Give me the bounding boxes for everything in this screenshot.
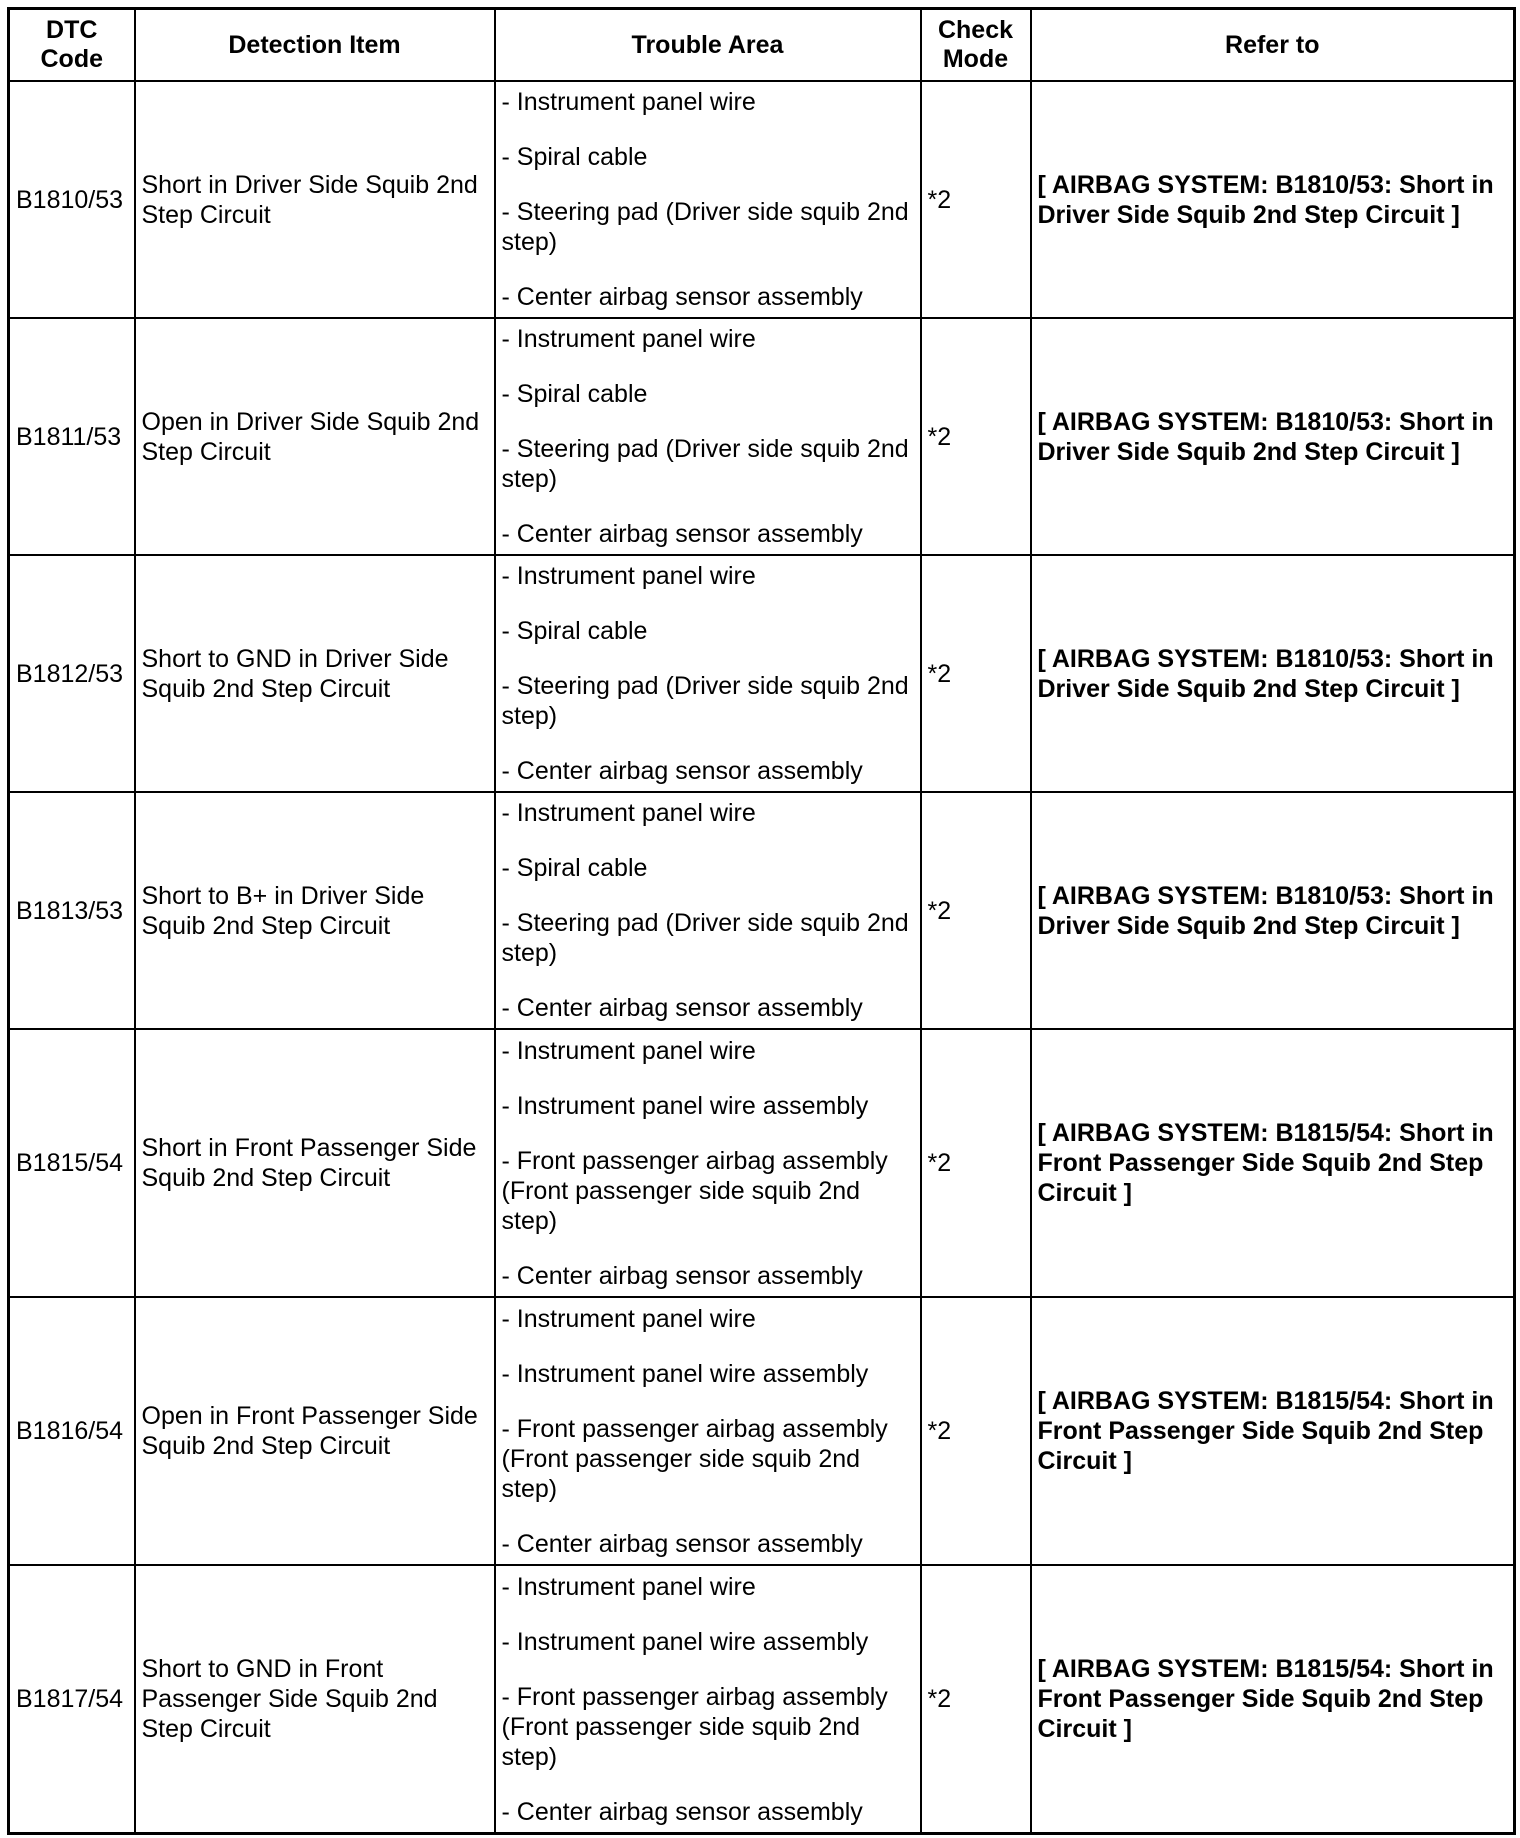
header-dtc-code: DTC Code: [9, 9, 135, 82]
trouble-area-item: - Instrument panel wire: [501, 562, 756, 590]
dtc-code-cell: B1816/54: [9, 1297, 135, 1565]
detection-item-cell: Open in Front Passenger Side Squib 2nd Step Circuit: [135, 1297, 495, 1565]
table-row: [9, 318, 1515, 555]
trouble-area-item: - Instrument panel wire: [501, 1304, 756, 1333]
trouble-area-item: - Front passenger airbag assembly (Front passenger side squib 2nd step): [501, 1146, 888, 1235]
trouble-area-item: - Center airbag sensor assembly: [501, 520, 863, 548]
table-row: [9, 792, 1515, 1029]
detection-item-cell: Short in Front Passenger Side Squib 2nd Step Circuit: [135, 1029, 495, 1297]
trouble-area-cell: [495, 792, 921, 1029]
dtc-code-cell: B1817/54: [9, 1565, 135, 1834]
trouble-area-item: - Instrument panel wire: [501, 799, 756, 827]
trouble-area-item: - Center airbag sensor assembly: [501, 757, 863, 785]
trouble-area-item: - Front passenger airbag assembly (Front passenger side squib 2nd step): [501, 1682, 888, 1771]
trouble-area-item: - Center airbag sensor assembly: [501, 283, 863, 311]
dtc-code-cell: B1811/53: [9, 318, 135, 555]
trouble-area-item: - Steering pad (Driver side squib 2nd step): [501, 198, 909, 256]
trouble-area-cell: [495, 1029, 921, 1297]
trouble-area-item: - Center airbag sensor assembly: [501, 1797, 863, 1826]
trouble-area-item: - Spiral cable: [501, 143, 648, 171]
check-mode-cell: *2: [921, 81, 1031, 318]
trouble-area-item: - Instrument panel wire: [501, 88, 756, 116]
trouble-area-cell: [495, 81, 921, 318]
trouble-area-item: - Instrument panel wire assembly: [501, 1359, 869, 1388]
check-mode-cell: *2: [921, 1297, 1031, 1565]
detection-item-cell: Open in Driver Side Squib 2nd Step Circuit: [135, 318, 495, 555]
refer-to-link[interactable]: [ AIRBAG SYSTEM: B1810/53: Short in Driver Side Squib 2nd Step Circuit ]: [1031, 81, 1515, 318]
table-row: [9, 1297, 1515, 1565]
trouble-area-item: - Instrument panel wire: [501, 1036, 756, 1065]
trouble-area-item: - Spiral cable: [501, 380, 648, 408]
table-header: [9, 9, 1515, 82]
check-mode-cell: *2: [921, 792, 1031, 1029]
trouble-area-cell: [495, 318, 921, 555]
trouble-area-item: - Steering pad (Driver side squib 2nd step): [501, 672, 909, 730]
header-trouble-area: Trouble Area: [495, 9, 921, 82]
check-mode-cell: *2: [921, 1029, 1031, 1297]
check-mode-cell: *2: [921, 1565, 1031, 1834]
trouble-area-item: - Instrument panel wire: [501, 1572, 756, 1601]
refer-to-link[interactable]: [ AIRBAG SYSTEM: B1810/53: Short in Driver Side Squib 2nd Step Circuit ]: [1031, 555, 1515, 792]
table-row: [9, 81, 1515, 318]
check-mode-cell: *2: [921, 318, 1031, 555]
check-mode-cell: *2: [921, 555, 1031, 792]
dtc-code-cell: B1813/53: [9, 792, 135, 1029]
dtc-code-cell: B1815/54: [9, 1029, 135, 1297]
refer-to-link[interactable]: [ AIRBAG SYSTEM: B1815/54: Short in Front Passenger Side Squib 2nd Step Circuit ]: [1031, 1297, 1515, 1565]
header-check-mode: Check Mode: [921, 9, 1031, 82]
dtc-code-cell: B1812/53: [9, 555, 135, 792]
trouble-area-item: - Spiral cable: [501, 854, 648, 882]
trouble-area-cell: [495, 1565, 921, 1834]
refer-to-link[interactable]: [ AIRBAG SYSTEM: B1810/53: Short in Driver Side Squib 2nd Step Circuit ]: [1031, 792, 1515, 1029]
detection-item-cell: Short to B+ in Driver Side Squib 2nd Step Circuit: [135, 792, 495, 1029]
trouble-area-cell: [495, 1297, 921, 1565]
refer-to-link[interactable]: [ AIRBAG SYSTEM: B1815/54: Short in Front Passenger Side Squib 2nd Step Circuit ]: [1031, 1565, 1515, 1834]
trouble-area-item: - Center airbag sensor assembly: [501, 1261, 863, 1290]
dtc-code-cell: B1810/53: [9, 81, 135, 318]
dtc-table: [7, 7, 1516, 1835]
trouble-area-item: - Instrument panel wire assembly: [501, 1627, 869, 1656]
refer-to-link[interactable]: [ AIRBAG SYSTEM: B1810/53: Short in Driver Side Squib 2nd Step Circuit ]: [1031, 318, 1515, 555]
trouble-area-item: - Steering pad (Driver side squib 2nd step): [501, 909, 909, 967]
header-detection-item: Detection Item: [135, 9, 495, 82]
detection-item-cell: Short to GND in Front Passenger Side Squib 2nd Step Circuit: [135, 1565, 495, 1834]
detection-item-cell: Short to GND in Driver Side Squib 2nd Step Circuit: [135, 555, 495, 792]
trouble-area-item: - Center airbag sensor assembly: [501, 1529, 863, 1558]
trouble-area-item: - Steering pad (Driver side squib 2nd step): [501, 435, 909, 493]
trouble-area-item: - Spiral cable: [501, 617, 648, 645]
detection-item-cell: Short in Driver Side Squib 2nd Step Circuit: [135, 81, 495, 318]
table-body: [9, 81, 1515, 1834]
trouble-area-item: - Center airbag sensor assembly: [501, 994, 863, 1022]
table-row: [9, 555, 1515, 792]
trouble-area-item: - Instrument panel wire: [501, 325, 756, 353]
table-row: [9, 1565, 1515, 1834]
trouble-area-cell: [495, 555, 921, 792]
header-row: [9, 9, 1515, 82]
refer-to-link[interactable]: [ AIRBAG SYSTEM: B1815/54: Short in Front Passenger Side Squib 2nd Step Circuit ]: [1031, 1029, 1515, 1297]
table-row: [9, 1029, 1515, 1297]
header-refer-to: Refer to: [1031, 9, 1515, 82]
trouble-area-item: - Front passenger airbag assembly (Front passenger side squib 2nd step): [501, 1414, 888, 1503]
trouble-area-item: - Instrument panel wire assembly: [501, 1091, 869, 1120]
